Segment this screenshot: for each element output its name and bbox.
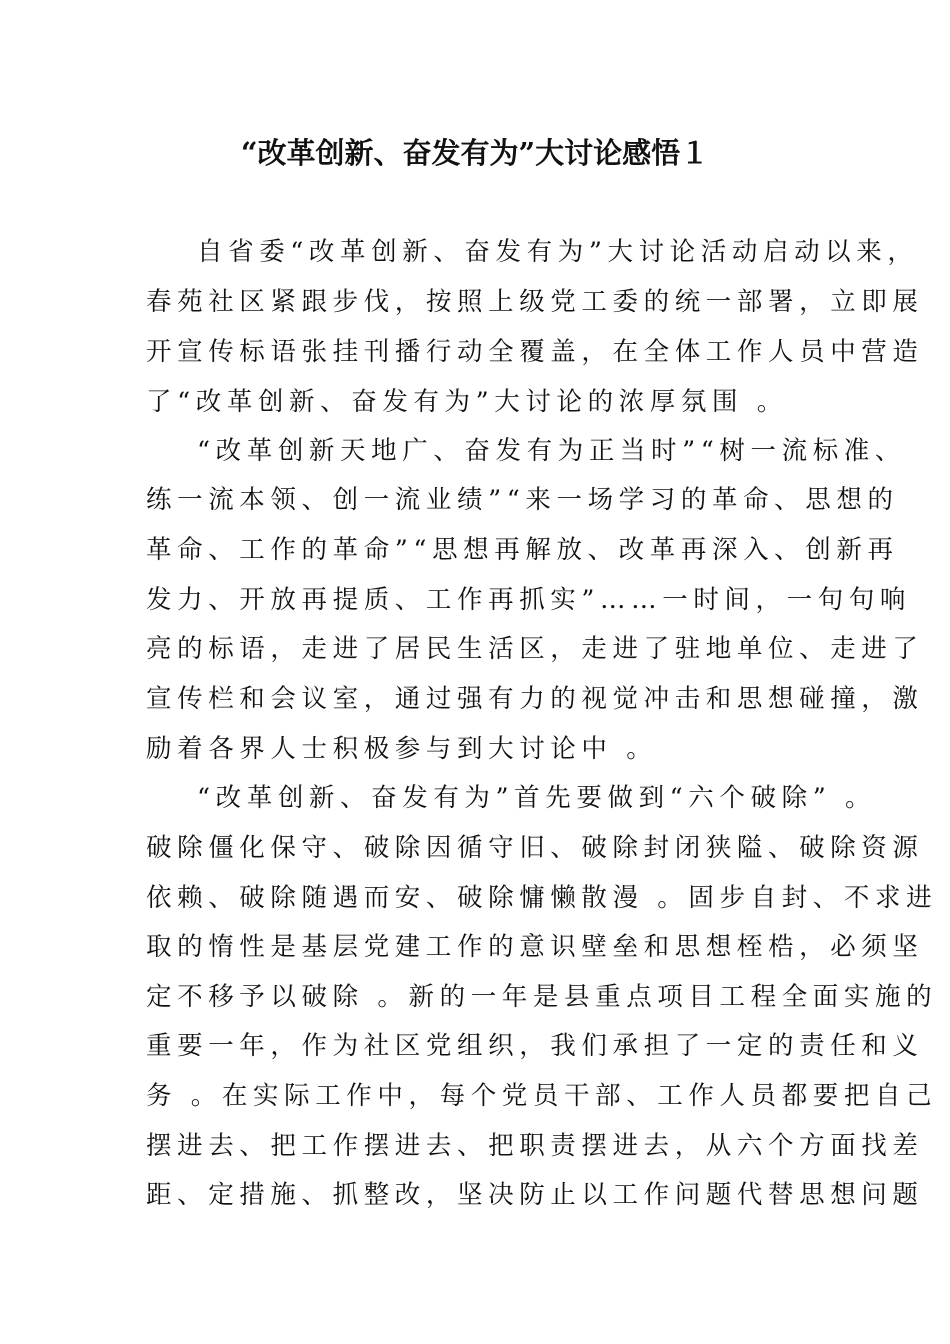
paragraph-2-line-1: “改革创新天地广、奋发有为正当时”“树一流标准、 <box>197 436 907 466</box>
paragraph-1-line-3: 开宣传标语张挂刊播行动全覆盖，在全体工作人员中营造 <box>146 337 924 367</box>
paragraph-3-line-7: 务 。在实际工作中，每个党员干部、工作人员都要把自己 <box>146 1081 938 1111</box>
paragraph-1-line-1: 自省委“改革创新、奋发有为”大讨论活动启动以来， <box>197 237 919 267</box>
paragraph-3-line-1: “改革创新、奋发有为”首先要做到“六个破除” 。 <box>197 783 877 813</box>
paragraph-2-line-5: 亮的标语，走进了居民生活区，走进了驻地单位、走进了 <box>146 634 924 664</box>
paragraph-2-line-3: 革命、工作的革命”“思想再解放、改革再深入、创新再 <box>146 535 899 565</box>
document-title: “改革创新、奋发有为”大讨论感悟１ <box>240 136 710 170</box>
paragraph-3-line-3: 依赖、破除随遇而安、破除慵懒散漫 。固步自封、不求进 <box>146 883 938 913</box>
paragraph-3-line-8: 摆进去、把工作摆进去、把职责摆进去，从六个方面找差 <box>146 1131 924 1161</box>
paragraph-2-line-2: 练一流本领、创一流业绩”“来一场学习的革命、思想的 <box>146 485 899 515</box>
paragraph-3-line-2: 破除僵化保守、破除因循守旧、破除封闭狭隘、破除资源 <box>146 833 924 863</box>
paragraph-3-line-4: 取的惰性是基层党建工作的意识壁垒和思想桎梏，必须坚 <box>146 932 924 962</box>
paragraph-2-line-7: 励着各界人士积极参与到大讨论中 。 <box>146 734 658 764</box>
paragraph-2-line-6: 宣传栏和会议室，通过强有力的视觉冲击和思想碰撞，激 <box>146 684 924 714</box>
paragraph-1-line-4: 了“改革创新、奋发有为”大讨论的浓厚氛围 。 <box>146 387 788 417</box>
paragraph-3-line-5: 定不移予以破除 。新的一年是县重点项目工程全面实施的 <box>146 982 938 1012</box>
paragraph-2-line-4: 发力、开放再提质、工作再抓实”……一时间，一句句响 <box>146 585 912 615</box>
paragraph-3-line-9: 距、定措施、抓整改，坚决防止以工作问题代替思想问题 <box>146 1180 924 1210</box>
paragraph-3-line-6: 重要一年，作为社区党组织，我们承担了一定的责任和义 <box>146 1031 924 1061</box>
paragraph-1-line-2: 春苑社区紧跟步伐，按照上级党工委的统一部署，立即展 <box>146 287 924 317</box>
